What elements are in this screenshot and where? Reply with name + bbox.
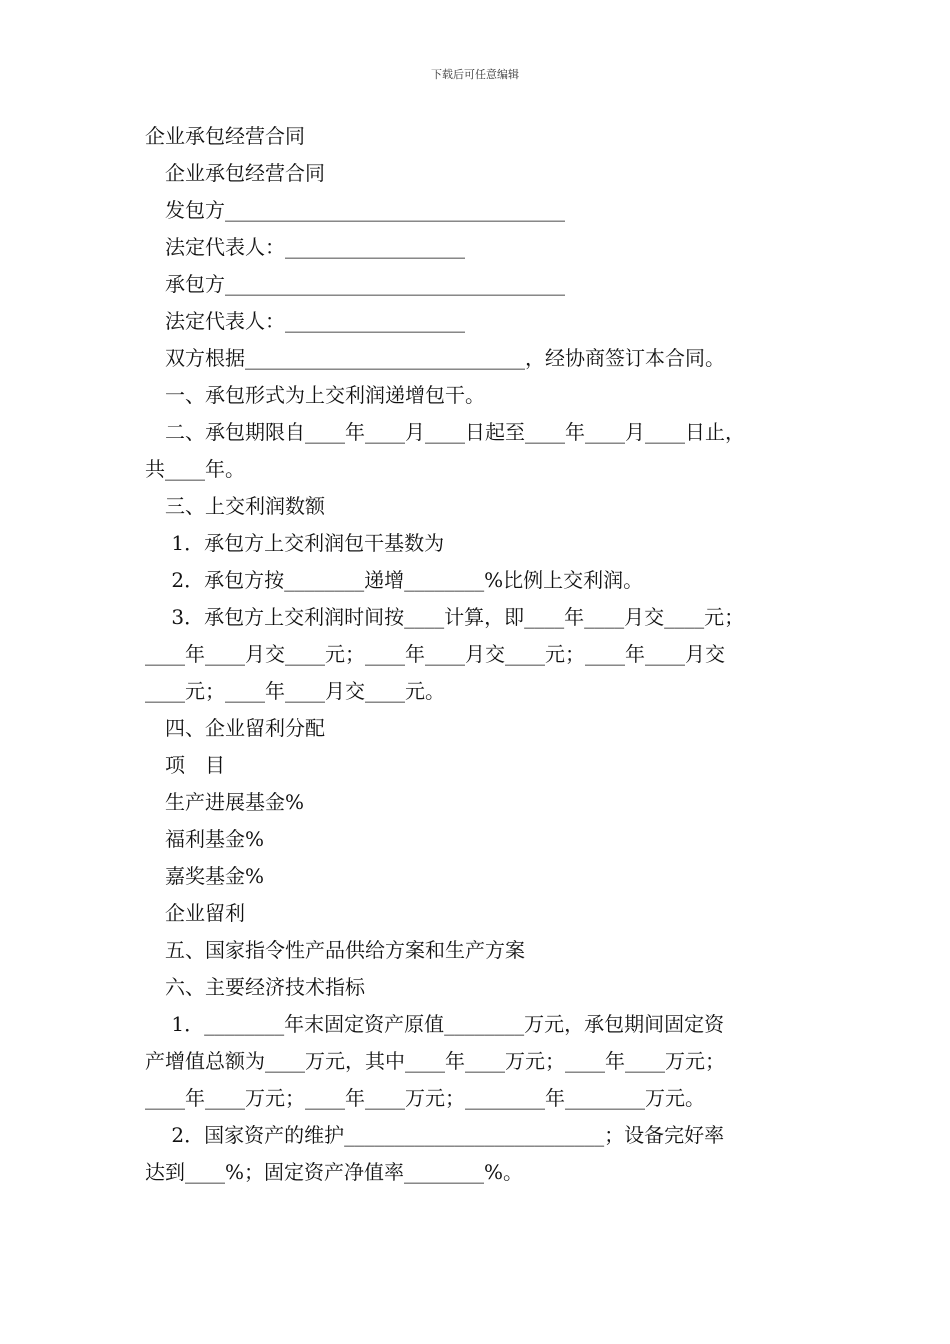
allocation-item: 生产进展基金% — [165, 790, 305, 814]
clause-1: 一、承包形式为上交利润递增包干。 — [165, 383, 485, 407]
clause-6-item-1: 1．________年末固定资产原值________万元，承包期间固定资 — [165, 1012, 725, 1036]
allocation-item: 企业留利 — [165, 901, 245, 925]
clause-3-item-1: 1．承包方上交利润包干基数为 — [165, 531, 445, 555]
clause-3-heading: 三、上交利润数额 — [165, 494, 325, 518]
party-a-representative-line: 法定代表人：__________________ — [165, 235, 465, 259]
clause-2-continued: 共____年。 — [145, 457, 245, 481]
clause-6-heading: 六、主要经济技术指标 — [165, 975, 365, 999]
clause-5-heading: 五、国家指令性产品供给方案和生产方案 — [165, 938, 525, 962]
basis-line: 双方根据____________________________，经协商签订本合同。 — [165, 346, 725, 370]
clause-3-item-3-end: ____元；____年____月交____元。 — [145, 679, 445, 703]
allocation-item: 福利基金% — [165, 827, 265, 851]
party-b-line: 承包方__________________________________ — [165, 272, 565, 296]
clause-4-heading: 四、企业留利分配 — [165, 716, 325, 740]
clause-2: 二、承包期限自____年____月____日起至____年____月____日止， — [165, 420, 745, 444]
contract-body — [145, 118, 825, 1191]
document-title: 企业承包经营合同 — [145, 124, 305, 148]
clause-3-item-3-continued: ____年____月交____元；____年____月交____元；____年____月交 — [145, 642, 725, 666]
clause-6-item-2: 2．国家资产的维护__________________________；设备完好率 — [165, 1123, 725, 1147]
clause-6-item-1-end: ____年____万元；____年____万元；________年________万元。 — [145, 1086, 705, 1110]
allocation-header: 项 目 — [165, 753, 225, 777]
contract-title: 企业承包经营合同 — [165, 161, 325, 185]
clause-3-item-2: 2．承包方按________递增________%比例上交利润。 — [165, 568, 644, 592]
page-header-note: 下载后可任意编辑 — [431, 68, 519, 81]
clause-6-item-1-continued: 产增值总额为____万元，其中____年____万元；____年____万元； — [145, 1049, 725, 1073]
party-b-representative-line: 法定代表人：__________________ — [165, 309, 465, 333]
allocation-item: 嘉奖基金% — [165, 864, 265, 888]
clause-6-item-2-continued: 达到____%；固定资产净值率________%。 — [145, 1160, 524, 1184]
party-a-line: 发包方__________________________________ — [165, 198, 565, 222]
clause-3-item-3: 3．承包方上交利润时间按____计算，即____年____月交____元； — [165, 605, 745, 629]
